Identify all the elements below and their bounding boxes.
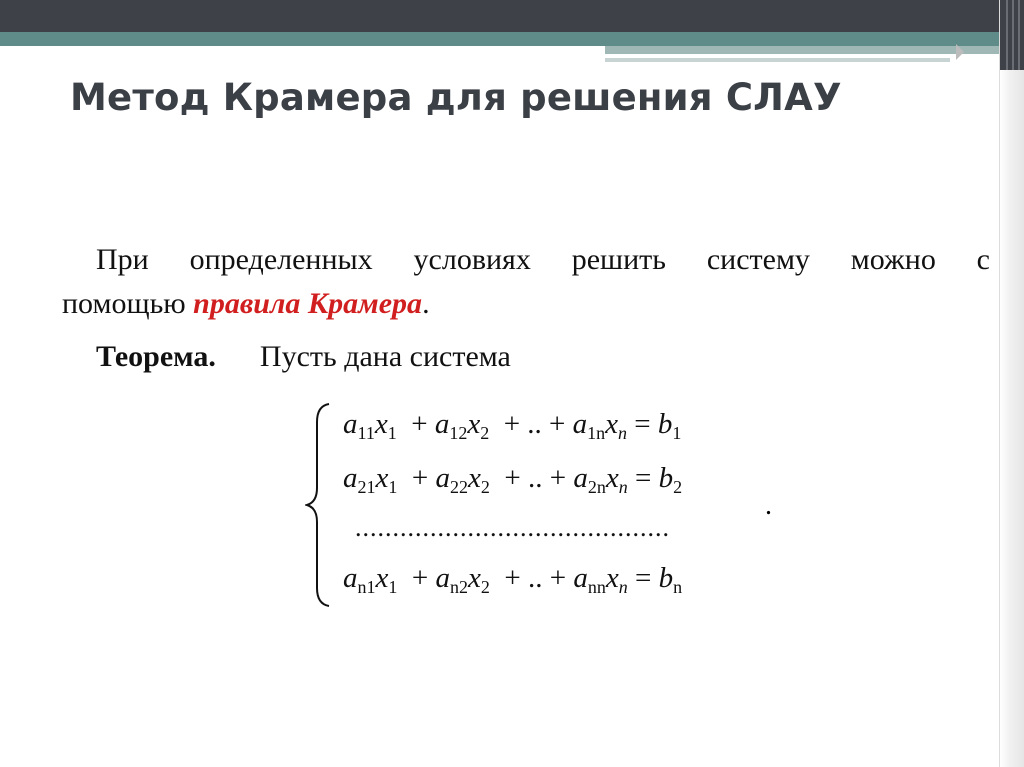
equation-system <box>305 400 805 610</box>
equation-row-2: $a_{21}x_1 + a_{22}x_2$ + .. + $a_{2n}x_n = b_2$ <box>343 462 683 497</box>
equation-row-1: $a_{11}x_1 + a_{12}x_2$ + .. + $a_{1n}x_n = b_1$ <box>343 408 682 443</box>
right-rail <box>999 0 1024 767</box>
slide-title: Метод Крамера для решения СЛАУ <box>70 76 842 119</box>
arrow-icon <box>956 44 964 60</box>
theorem-label: Теорема. <box>96 340 216 373</box>
intro-suffix: . <box>422 287 430 320</box>
rail-stripe <box>1006 0 1008 70</box>
left-brace-icon <box>305 400 335 610</box>
header-thin-band <box>605 58 950 62</box>
header-bar <box>0 0 1024 32</box>
equation-row-n: $a_{n1}x_1 + a_{n2}x_2$ + .. + $a_{nn}x_n = b_n$ <box>343 562 683 597</box>
header-light-band <box>605 46 1000 54</box>
right-rail-top <box>1000 0 1024 70</box>
intro-line-2 <box>62 282 990 326</box>
theorem-statement <box>96 340 511 374</box>
intro-prefix: помощью <box>62 287 194 320</box>
rail-stripe <box>1012 0 1014 70</box>
theorem-text: Пусть дана система <box>259 340 511 373</box>
header-accent-band <box>0 32 1000 46</box>
rail-stripe <box>1018 0 1020 70</box>
intro-paragraph <box>62 238 990 326</box>
system-period: . <box>765 490 772 521</box>
cramer-rule-highlight: правила Крамера <box>193 287 423 320</box>
ellipsis-row: .......................................... <box>355 513 670 542</box>
intro-line-1: При определенных условиях решить систему можно с <box>96 243 990 276</box>
